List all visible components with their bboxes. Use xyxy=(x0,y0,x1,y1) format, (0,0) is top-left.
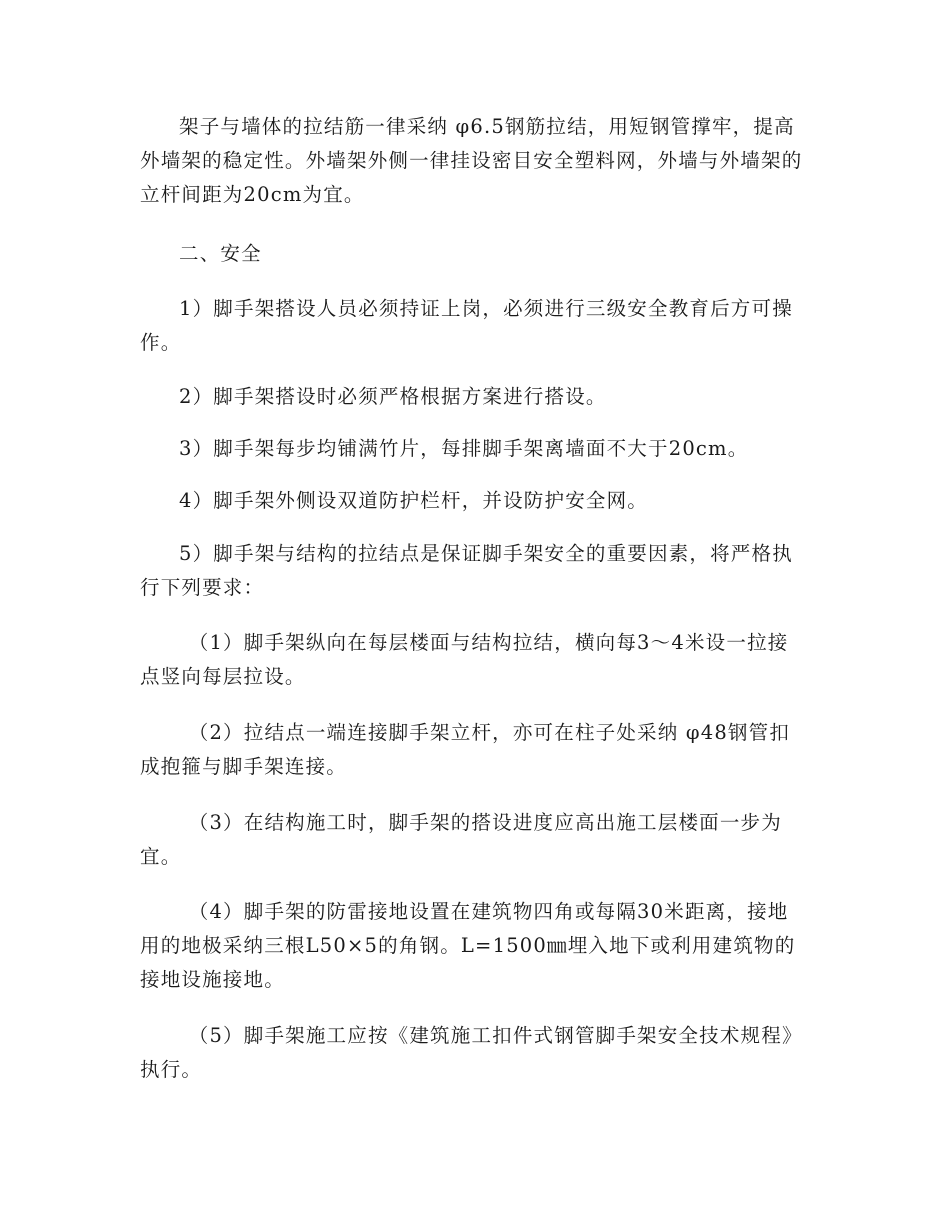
paragraph-subitem-3: （3）在结构施工时，脚手架的搭设进度应高出施工层楼面一步为宜。 xyxy=(140,811,782,868)
paragraph-item-2: 2）脚手架搭设时必须严格根据方案进行搭设。 xyxy=(179,385,607,408)
paragraph-subitem-5: （5）脚手架施工应按《建筑施工扣件式钢管脚手架安全技术规程》执行。 xyxy=(140,1024,803,1081)
paragraph-item-4: 4）脚手架外侧设双道防护栏杆，并设防护安全网。 xyxy=(179,489,649,512)
section-heading-safety: 二、安全 xyxy=(179,242,262,265)
paragraph-item-1: 1）脚手架搭设人员必须持证上岗，必须进行三级安全教育后方可操作。 xyxy=(140,297,793,354)
paragraph-subitem-4: （4）脚手架的防雷接地设置在建筑物四角或每隔30米距离，接地用的地极采纳三根L50×5的角钢。L=1500㎜埋入地下或利用建筑物的接地设施接地。 xyxy=(140,900,796,991)
paragraph-item-3: 3）脚手架每步均铺满竹片，每排脚手架离墙面不大于20cm。 xyxy=(179,437,749,460)
paragraph-subitem-2: （2）拉结点一端连接脚手架立杆，亦可在柱子处采纳 φ48钢管扣成抱箍与脚手架连接。 xyxy=(140,721,791,778)
paragraph-tie-bars: 架子与墙体的拉结筋一律采纳 φ6.5钢筋拉结，用短钢管撑牢，提高外墙架的稳定性。外墙架外侧一律挂设密目安全塑料网，外墙与外墙架的立杆间距为20cm为宜。 xyxy=(140,115,803,206)
paragraph-subitem-1: （1）脚手架纵向在每层楼面与结构拉结，横向每3～4米设一拉接点竖向每层拉设。 xyxy=(140,631,789,688)
paragraph-item-5: 5）脚手架与结构的拉结点是保证脚手架安全的重要因素，将严格执行下列要求： xyxy=(140,542,793,599)
